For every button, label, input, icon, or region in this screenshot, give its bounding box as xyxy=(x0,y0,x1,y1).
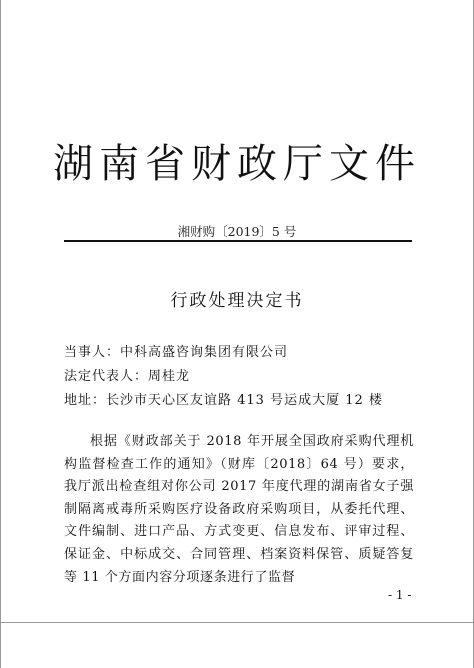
body-paragraph: 根据《财政部关于 2018 年开展全国政府采购代理机构监督检查工作的通知》（财库〔2018〕64 号）要求，我厅派出检查组对你公司 2017 年度代理的湖南省女子强制隔离戒毒所采购医疗设备政府采购项目，从委托代理、文件编制、进口产品、方式变更、信息发布、评审过程、保证金、中标成交、合同管理、档案资料保管、质疑答复等 11 个方面内容分项逐条进行了监督 xyxy=(64,434,414,585)
page-border-left xyxy=(0,0,1,668)
page-bottom-edge xyxy=(0,622,474,623)
document-title: 行政处理决定书 xyxy=(170,291,304,311)
document-number: 湘财购〔2019〕5 号 xyxy=(177,224,297,239)
page-number: - 1 - xyxy=(388,588,412,602)
document-header: 湖南省财政厅文件 xyxy=(53,141,421,187)
representative-field: 法定代表人：周桂龙 xyxy=(64,369,191,384)
header-divider xyxy=(64,240,412,242)
party-field: 当事人：中科高盛咨询集团有限公司 xyxy=(64,345,289,360)
address-field: 地址：长沙市天心区友谊路 413 号运成大厦 12 楼 xyxy=(64,393,383,408)
